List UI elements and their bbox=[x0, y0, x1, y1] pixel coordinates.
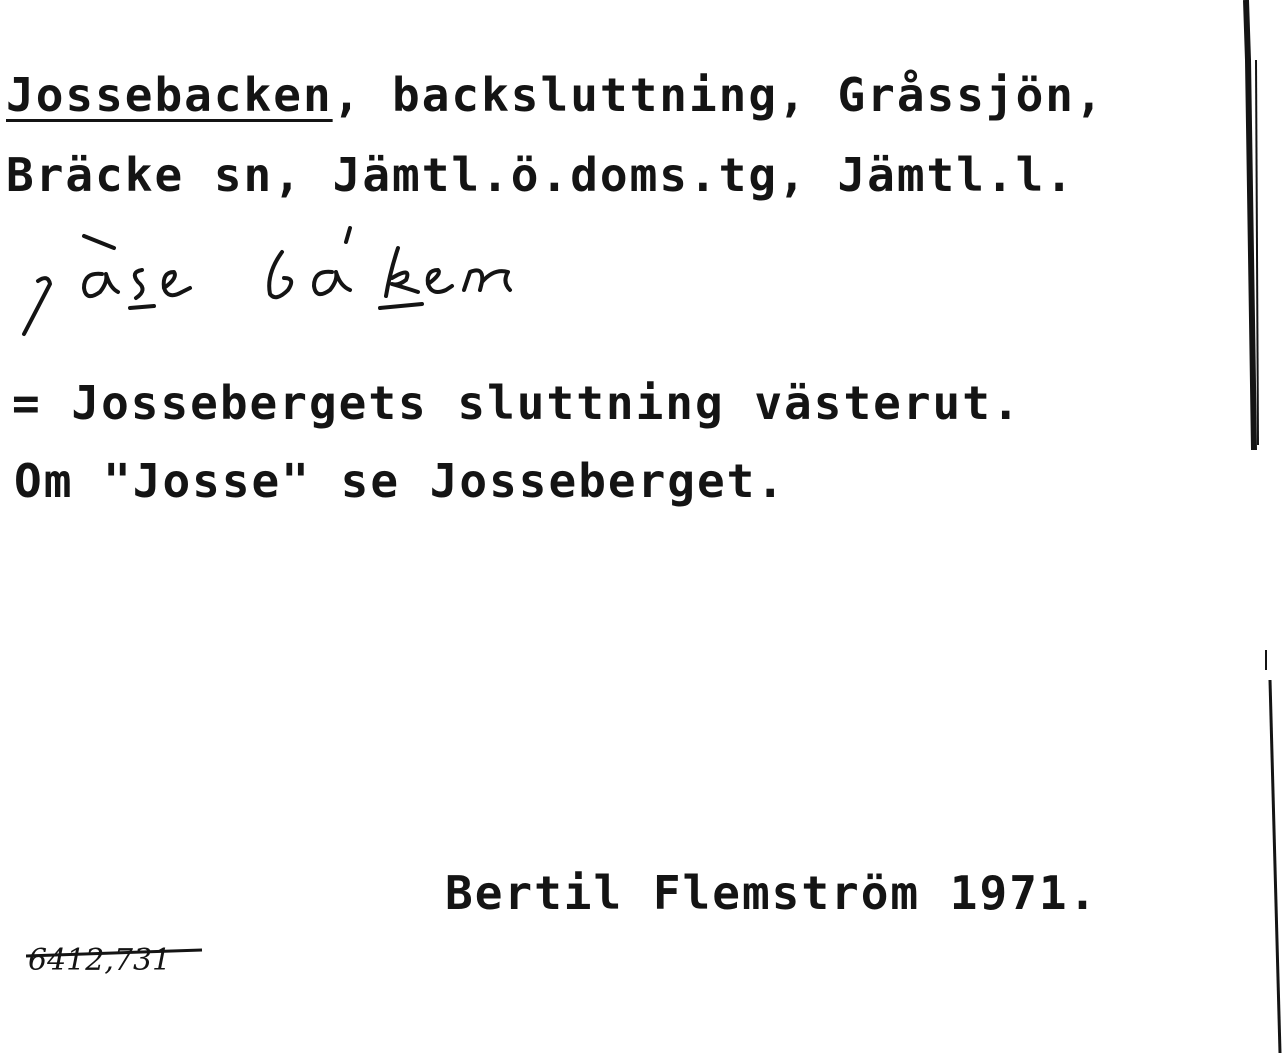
cross-reference: Om "Josse" se Josseberget. bbox=[14, 454, 787, 508]
entry-location: Bräcke sn, Jämtl.ö.doms.tg, Jämtl.l. bbox=[6, 148, 1075, 202]
pronunciation-text: jåsebåken bbox=[14, 226, 20, 227]
struck-code-text: 6412,731 bbox=[28, 943, 172, 978]
struck-code bbox=[26, 940, 206, 980]
explanation: = Jossebergets sluttning västerut. bbox=[12, 376, 1022, 430]
handwritten-pronunciation bbox=[14, 226, 574, 346]
headword: Jossebacken bbox=[6, 68, 333, 122]
scan-edge-line bbox=[1180, 0, 1284, 1053]
entry-line-1 bbox=[6, 68, 1105, 122]
signature: Bertil Flemström 1971. bbox=[445, 866, 1099, 920]
entry-description: , backsluttning, Gråssjön, bbox=[332, 68, 1105, 122]
